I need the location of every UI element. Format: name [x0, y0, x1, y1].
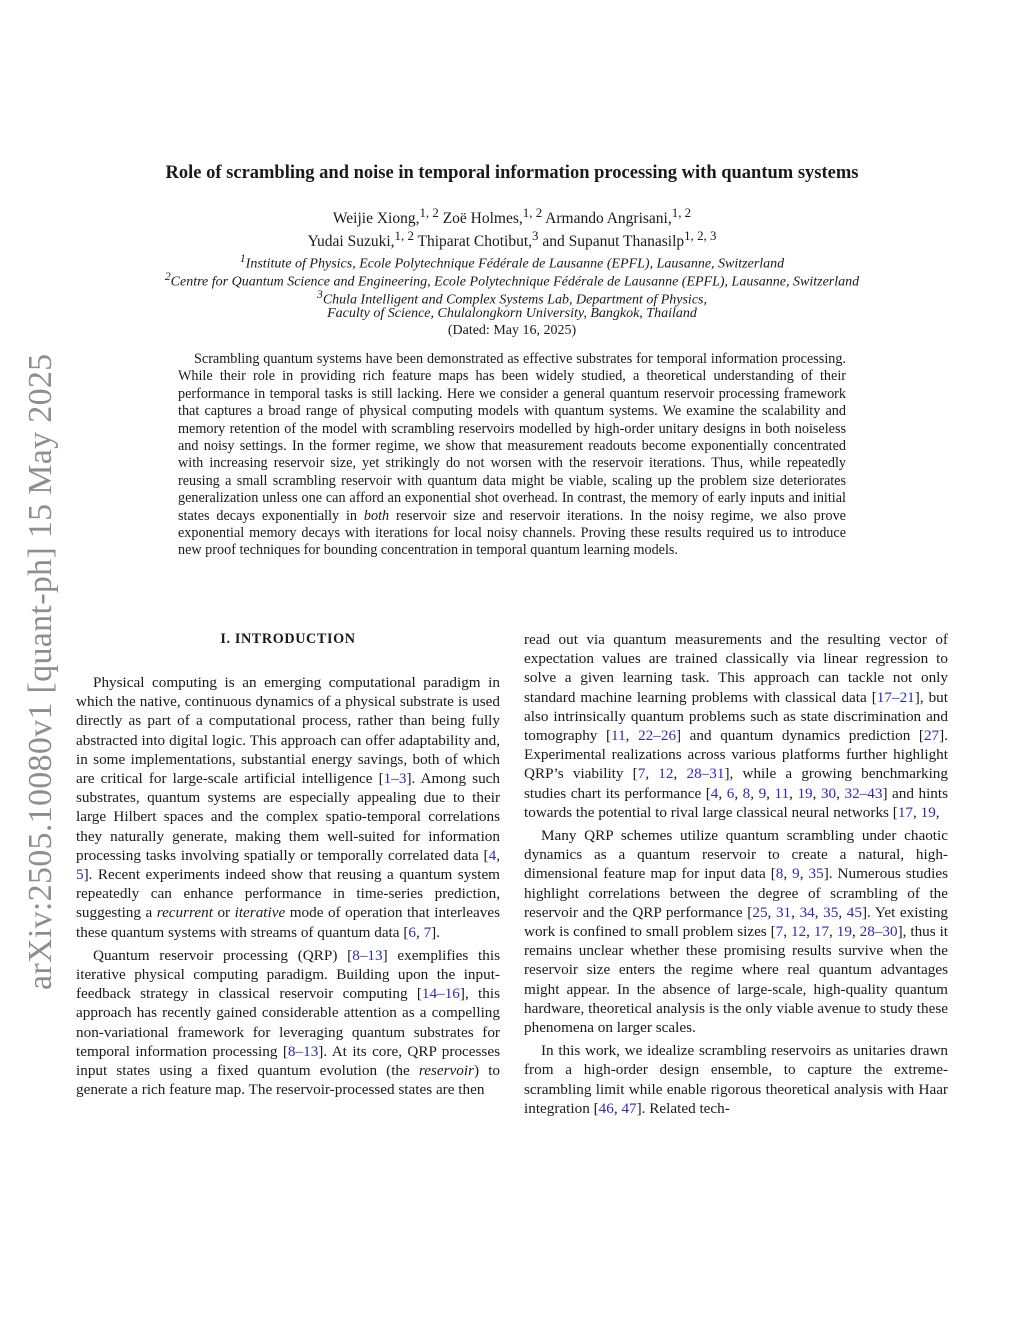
body-text: or — [212, 904, 235, 922]
body-text: , — [415, 923, 424, 941]
author-name: Armando Angrisani, — [545, 210, 672, 228]
body-text: , — [625, 727, 639, 745]
author-affil-sup: 3 — [532, 228, 539, 243]
citation-link[interactable]: 30 — [820, 784, 837, 802]
body-text: , — [812, 784, 821, 802]
citation-link[interactable]: 8–13 — [287, 1042, 319, 1060]
author-affil-sup: 1, 2 — [419, 205, 439, 220]
citation-link[interactable]: 19 — [920, 803, 936, 821]
body-text: , — [791, 903, 800, 921]
body-text: , — [851, 923, 860, 941]
affiliation-sup: 2 — [164, 270, 171, 283]
section-heading: I. INTRODUCTION — [220, 631, 356, 647]
paper-title: Role of scrambling and noise in temporal information processing with quantum systems — [165, 163, 859, 183]
body-text: , — [799, 865, 809, 883]
paragraph — [524, 1041, 948, 1118]
emphasis: iterative — [234, 904, 286, 922]
arxiv-identifier: arXiv:2505.10080v1 [quant-ph] 15 May 2025 — [22, 353, 59, 990]
author-affil-sup: 1, 2 — [671, 205, 692, 220]
body-text: , — [789, 784, 798, 802]
author-name: Yudai Suzuki, — [307, 233, 395, 251]
author-affil-sup: 1, 2 — [394, 228, 414, 243]
author-affil-sup: 1, 2, 3 — [684, 228, 717, 243]
body-text: ]. — [431, 923, 441, 941]
citation-link[interactable]: 12 — [658, 765, 674, 783]
body-text: Many QRP schemes utilize quantum scrambling under chaotic dynamics as a quantum reservoir to create a natural, high-dimensional feature map for input data [ — [524, 827, 948, 883]
body-text: ] and hints towards the potential to rival large classical neural networks [ — [524, 784, 949, 821]
affiliation-text: Institute of Physics, Ecole Polytechnique Fédérale de Lausanne (EPFL), Lausanne, Switzerland — [245, 256, 785, 272]
citation-link[interactable]: 28–30 — [859, 923, 898, 941]
author-name: Weijie Xiong, — [332, 210, 420, 228]
citation-link[interactable]: 4 — [488, 846, 497, 864]
body-text: , — [806, 923, 814, 941]
body-text: , — [750, 784, 759, 802]
body-text: , — [766, 784, 775, 802]
body-text: ]. Among such substrates, quantum systems are especially appealing due to their large Hilbert spaces and the complex spatio-temporal correlations they naturally generate, making them well-suited for information processing tasks involving spatially or temporally correlated data [ — [76, 770, 500, 864]
body-text: , — [829, 923, 837, 941]
citation-link[interactable]: 7 — [423, 923, 432, 941]
affiliation-3-cont: Faculty of Science, Chulalongkorn University, Bangkok, Thailand — [327, 306, 697, 321]
citation-link[interactable]: 11 — [611, 727, 626, 745]
body-text: , — [836, 784, 845, 802]
body-text: ] and quantum dynamics prediction [ — [676, 727, 924, 745]
body-text: Quantum reservoir processing (QRP) [ — [93, 946, 353, 964]
body-text: ]. Yet existing work is confined to small problem sizes [ — [524, 903, 949, 941]
citation-link[interactable]: 6 — [726, 784, 735, 802]
body-text: In this work, we idealize scrambling reservoirs as unitaries drawn from a high-order design ensemble, to capture the extreme-scrambling limit while enable rigorous theoretical analysis with Haar integration [ — [524, 1042, 948, 1117]
emphasis: reservoir — [418, 1062, 475, 1080]
paragraph — [76, 673, 500, 942]
paragraph — [524, 630, 948, 822]
body-text: , — [718, 784, 727, 802]
citation-link[interactable]: 8 — [775, 865, 784, 883]
citation-link[interactable]: 1–3 — [383, 770, 407, 788]
citation-link[interactable]: 34 — [799, 903, 815, 921]
author-name: Zoë Holmes, — [442, 210, 523, 228]
affiliation-sup: 1 — [239, 252, 246, 265]
body-text: , — [645, 765, 659, 783]
author-conjunction: and — [542, 233, 565, 251]
author-line-1 — [60, 205, 964, 228]
abstract-text: Scrambling quantum systems have been demonstrated as effective substrates for temporal information processing. While their role in providing rich feature maps has been widely studied, a theoretical understanding of their performance in temporal tasks is still lacking. Here we consider a general quantum reservoir processing framework that captures a broad range of physical computing models with quantum systems. We examine the scalability and memory retention of the model with scrambling reservoirs modelled by high-order unitary designs in both noiseless and noisy settings. In the former regime, we show that measurement readouts become exponentially concentrated with increasing reservoir size, yet strikingly do not worsen with the reservoir iterations. Thus, while repeatedly reusing a small scrambling reservoir with quantum data might be viable, scaling up the problem size deteriorates generalization unless one can afford an exponential shot overhead. In contrast, the memory of early inputs and initial states decays exponentially in — [178, 351, 846, 524]
citation-link[interactable]: 14–16 — [421, 985, 460, 1003]
citation-link[interactable]: 45 — [846, 903, 862, 921]
citation-link[interactable]: 32–43 — [844, 784, 883, 802]
body-text: ], thus it remains unclear whether these promising results survive when the reservoir size enters the regime where real quantum advantages might appear. In the absence of large-scale, high-quality quantum hardware, theoretical analysis is the only viable avenue to study these phenomena on larger scales. — [524, 923, 949, 1037]
author-line-2 — [60, 228, 964, 251]
citation-link[interactable]: 46 — [598, 1099, 614, 1117]
citation-link[interactable]: 17 — [897, 803, 913, 821]
body-text: , — [814, 903, 824, 921]
abstract — [178, 351, 846, 560]
paragraph — [76, 946, 500, 1100]
author-affil-sup: 1, 2 — [522, 205, 543, 220]
citation-link[interactable]: 47 — [621, 1099, 637, 1117]
affiliation-text: Centre for Quantum Science and Engineering, Ecole Polytechnique Fédérale de Lausanne (EPFL), Lausanne, Switzerland — [170, 274, 860, 290]
body-text: , — [734, 784, 743, 802]
date-line: (Dated: May 16, 2025) — [447, 323, 577, 338]
body-text: , — [783, 923, 791, 941]
left-column — [76, 673, 500, 1103]
abstract-emphasis: both — [363, 507, 390, 524]
emphasis: recurrent — [156, 904, 213, 922]
author-name: Thiparat Chotibut, — [417, 233, 533, 251]
paragraph — [524, 826, 948, 1037]
body-text: , — [613, 1099, 622, 1117]
citation-link[interactable]: 4 — [710, 784, 719, 802]
citation-link[interactable]: 19 — [797, 784, 813, 802]
citation-link[interactable]: 28–31 — [686, 765, 725, 783]
citation-link[interactable]: 7 — [775, 923, 784, 941]
body-text: ]. Numerous studies highlight correlations between the degree of scrambling of the reservoir and the QRP performance [ — [524, 865, 949, 921]
body-text: ]. Experimental realizations across various platforms further highlight QRP’s viability [ — [524, 727, 948, 783]
body-text: , — [838, 903, 847, 921]
body-text: , — [673, 765, 687, 783]
citation-link[interactable]: 27 — [923, 727, 940, 745]
body-text: , — [783, 865, 793, 883]
body-text: ]. Related tech- — [636, 1099, 730, 1117]
citation-link[interactable]: 22–26 — [638, 727, 677, 745]
body-text: , — [767, 903, 776, 921]
body-text: , — [913, 803, 921, 821]
body-text: ] exemplifies this iterative physical computing paradigm. Building upon the input-feedback strategy in classical reservoir computing [ — [76, 946, 500, 1003]
author-name: Supanut Thanasilp — [568, 233, 685, 251]
citation-link[interactable]: 8 — [742, 784, 751, 802]
citation-link[interactable]: 17–21 — [876, 688, 915, 706]
citation-link[interactable]: 7 — [637, 765, 646, 783]
citation-link[interactable]: 19 — [836, 923, 852, 941]
citation-link[interactable]: 31 — [775, 903, 792, 921]
right-column — [524, 630, 948, 1122]
body-text: Physical computing is an emerging computational paradigm in which the native, continuous dynamics of a physical substrate is used directly as part of a computational process, rather than being fully abstracted into digital logic. This approach can offer adaptability and, in some implementations, substantial energy savings, both of which are critical for large-scale artificial intelligence [ — [76, 674, 500, 788]
body-text: , — [496, 846, 500, 864]
citation-link[interactable]: 12 — [790, 923, 807, 941]
citation-link[interactable]: 9 — [792, 865, 800, 883]
body-text: ) to generate a rich feature map. The reservoir-processed states are then — [76, 1062, 501, 1099]
citation-link[interactable]: 8–13 — [352, 946, 383, 964]
body-text: ]. Recent experiments indeed show that reusing a quantum system repeatedly can enhance performance in time-series prediction, suggesting a — [76, 866, 500, 922]
affiliation-text: Chula Intelligent and Complex Systems Lab, Department of Physics, — [322, 292, 707, 308]
body-text: ], while a growing benchmarking studies chart its performance [ — [524, 765, 948, 802]
citation-link[interactable]: 17 — [813, 923, 830, 941]
citation-link[interactable]: 11 — [774, 784, 790, 802]
citation-link[interactable]: 6 — [408, 923, 416, 941]
body-text: ], but also intrinsically quantum problems such as state discrimination and tomography [ — [524, 688, 948, 745]
citation-link[interactable]: 25 — [752, 903, 768, 921]
citation-link[interactable]: 35 — [808, 865, 824, 883]
citation-link[interactable]: 35 — [823, 903, 839, 921]
citation-link[interactable]: 5 — [76, 866, 84, 884]
body-text: ]. At its core, QRP processes input states using a fixed quantum evolution (the — [76, 1042, 500, 1080]
body-text: read out via quantum measurements and the resulting vector of expectation values are trained classically via linear regression to solve a given learning task. This approach can tackle not only standard machine learning problems with classical data [ — [524, 631, 948, 706]
body-text: ], this approach has recently gained considerable attention as a compelling non-variational framework for leveraging quantum substrates for temporal information processing [ — [76, 985, 500, 1060]
citation-link[interactable]: 9 — [758, 784, 767, 802]
body-text: mode of operation that interleaves these quantum systems with streams of quantum data [ — [76, 904, 500, 941]
affiliation-sup: 3 — [316, 288, 323, 301]
abstract-text: reservoir size and reservoir iterations. In the noisy regime, we also prove exponential memory decays with iterations for local noisy channels. Proving these results required us to introduce new proof techniques for bounding concentration in temporal quantum learning models. — [178, 507, 846, 559]
body-text: , — [935, 803, 940, 821]
